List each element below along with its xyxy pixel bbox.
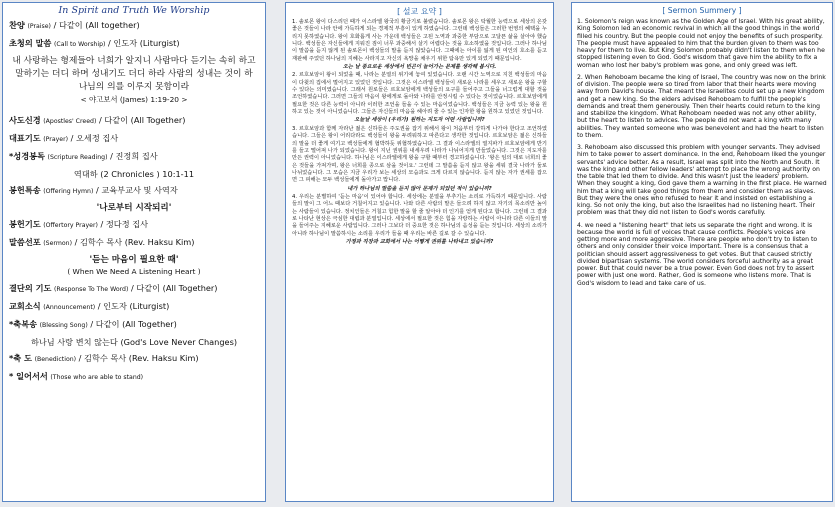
order-item-scripture: *성경봉독 (Scripture Reading) / 진정희 집사	[9, 151, 158, 161]
call-to-worship-text: 내 사랑하는 형제들아 너희가 알지니 사람마다 듣기는 속히 하고 말하기는 더디 하며 성내기도 더디 하라 사람의 성내는 것이 하나님의 의를 이루지 못함이라	[12, 56, 256, 92]
sermon-title-kr: '듣는 마음이 필요한 때'	[89, 255, 179, 265]
order-of-worship-panel	[2, 2, 266, 502]
worship-title: In Spirit and Truth We Worship	[58, 5, 210, 16]
order-item-response: 결단의 기도 (Response To The Word) / 다같이 (All Together)	[9, 283, 218, 293]
summary-en-paragraph: 3. Rehoboam also discussed this problem with younger servants. They advised him to take power to assert dominance. In the end, Rehoboam liked the younger servants' advice better. As a result, Israel was split into the North and South. It was the king and other fellow leaders' attempt to place the wrong authority on the table that led them to divide. And this wasn't just the leaders' problem. When they sought a king, God gave them a warning in the first place. He warned him that a king will take good things from them and consider them as slaves. But they were the ones who refused to hear it and insisted on establishing a king. So not only the king, but also the Israelites had no listening heart. Their problem was that they did not listen to God's words carefully.	[577, 144, 827, 217]
offering-song: '나로부터 시작되리'	[96, 203, 172, 213]
summary-en-body	[572, 18, 832, 287]
order-item-sermon: 말씀선포 (Sermon) / 김학수 목사 (Rev. Haksu Kim)	[9, 237, 195, 247]
stand-note: * 일어서서 (Those who are able to stand)	[9, 371, 144, 381]
summary-en-title: [ Sermon Summery ]	[662, 6, 742, 15]
order-item-announcement: 교회소식 (Announcement) / 인도자 (Liturgist)	[9, 301, 170, 311]
summary-kr-paragraph: 3. 르호보암과 함께 자라난 젊은 신하들은 주도권을 잡기 위해서 왕이 처음부터 강하게 나가야 한다고 조언하였습니다. 그들은 왕이 어리다라도 백성들이 왕을 두려워하고 따른다고 생각한 것입니다. 르호보암은 젊은 신하들의 말을 더 좋게 여기고 백성들에게 협박하듯 위협하였습니다. 그 결과 이스라엘의 열지파가 르호보암에게 반기를 들고 떨어져 나가 되었습니다. 왕이 지닌 권위를 내세우려 나라가 나뉘어지게 만들었습니다. 그것은 지도자를 만든 권력이 아니었습니다. 하나님은 이스라엘에게 왕을 구할 때부터 경고하셨습니다. '왕은 임의 대로 너희의 좋은 것들을 가져가며, 왕은 너희를 종으로 삼을 것이요.' 그런데 그 말씀을 듣지 않고 왕을 세워 결국 나라가 둘로 나뉘었습니다. 그 모습은 지금 우리가 보는 세상의 모습과도 크게 다르지 않습니다. 듣지 않는 자가 권세를 잡으면 그 피해는 모두 백성들에게 돌아가고 맙니다.	[292, 125, 547, 184]
summary-kr-body	[286, 19, 553, 246]
summary-en-paragraph: 1. Solomon's reign was known as the Golden Age of Israel. With his great ability, King Solomon led an economic revival in which all the good things in the world filled his country. But the people could not enjoy the benefits of such prosperity. The people must have appealed to him that the burden given to them was too heavy for them to live. But King Solomon probably didn't listen to them when he stopped listening even to God. God's wisdom that gave him the ability to fix a woman who lost her baby's problem was gone, and only greed was left.	[577, 18, 825, 69]
order-item-creed: 사도신경 (Apostles' Creed) / 다같이 (All Together)	[9, 115, 186, 125]
sermon-title-en: ( When We Need A Listening Heart )	[67, 267, 201, 276]
summary-kr-paragraph: 2. 르호보암이 왕이 되었을 때, 나라는 분열의 위기에 놓여 있었습니다. 오랜 시간 노역으로 지친 백성들의 마음이 다윗의 집에서 멀어지고 있었던 것입니다. 그것은 이스라엘 백성들이 새로운 나라를 세우고 새로운 왕을 구할 수 있다는 의미였습니다. 그래서 원로들은 르호보암에게 백성들의 요구를 들어주고 그들을 너그럽게 대할 것을 조언하였습니다. 그러면 그들의 마음이 왕에게로 돌아와 나라를 안정시킬 수 있다는 것이었습니다. 르호보암에게 필요한 것은 다른 능력이 아니라 이러한 조언을 들을 수 있는 마음이었습니다. 백성들은 지금 능력 있는 왕을 원하고 있는 것이 아니었습니다. 그들은 자신들의 마음을 헤아려 줄 수 있는 인자한 왕을 원하고 있었던 것입니다.	[292, 72, 547, 116]
sermon-summary-kr-panel	[285, 2, 554, 502]
order-item-prayer: 대표기도 (Prayer) / 오세정 집사	[9, 133, 119, 143]
summary-kr-question: 가정과 직장과 교회에서 나는 어떻게 권위를 나타내고 있습니까?	[345, 238, 494, 245]
order-item-call: 초청의 말씀 (Call to Worship) / 인도자 (Liturgist)	[9, 38, 180, 48]
summary-en-paragraph: 2. When Rehoboam became the king of Israel, The country was now on the brink of division. The people were so tired from labor that their hearts were moving away from David's house. That meant the Israelites could set up a new kingdom and get a new king. So the elders advised Rehoboam to fulfill the people's demands and treat them generously. Then their hearts could return to the king and stabilize the kingdom. What Rehoboam needed was not any other ability, but the heart to listen to advices. The people did not want a king with many abilities. They wanted someone who was benevolent and had the heart to listen to them.	[577, 73, 826, 139]
order-item-benediction: *축 도 (Benediction) / 김학수 목사 (Rev. Haksu Kim)	[9, 353, 199, 363]
order-item-blessing-song: *축복송 (Blessing Song) / 다같이 (All Together)	[9, 319, 177, 329]
summary-kr-question: 내가 하나님의 말씀을 듣지 않아 문제가 되었던 적이 있습니까?	[347, 185, 492, 192]
order-item-offertory-prayer: 봉헌기도 (Offertory Prayer) / 정다정 집사	[9, 219, 149, 229]
summary-kr-question: 오는 날 풍요로운 세상에서 빈곤이 늘어가는 문제를 생각해 봅시다.	[342, 64, 497, 71]
summary-kr-paragraph: 1. 솔로몬 왕이 다스리던 때가 이스라엘 왕국의 황금기로 불렸습니다. 솔로몬 왕은 탁월한 능력으로 세상의 온갖 좋은 것들이 나라 안에 가득하게 되는 경제적 부흥이 있게 하였습니다. 그런데 백성들은 그러한 번영의 혜택을 누리지 못하였습니다. 왕이 호화롭게 사는 가운데 백성들은 고된 노역과 과중한 부담으로 고달픈 삶을 살아야 했습니다. 백성들은 자신들에게 지워진 짐이 너무 과중해서 살기 어렵다는 것을 호소하였을 것입니다. 그러나 하나님이 말씀을 듣지 않게 된 솔로몬이 백성들의 말을 듣지 않았습니다. 그때에는 아이를 잃게 된 여인의 호소를 듣고 재판해 주었던 하나님의 지혜는 사라지고 자신의 욕망을 채우기 위한 탐욕만 있게 되었기 때문입니다.	[292, 19, 547, 62]
order-item-offering: 봉헌특송 (Offering Hymn) / 교육부교사 및 사역자	[9, 185, 178, 195]
blessing-song-title: 하나님 사랑 변치 않는다 (God's Love Never Changes)	[30, 337, 238, 347]
scripture-reference: 역대하 (2 Chronicles ) 10:1-11	[73, 169, 195, 179]
summary-kr-title: [ 설교 요약 ]	[397, 7, 442, 16]
order-item-praise: 찬양 (Praise) / 다같이 (All together)	[9, 20, 140, 30]
summary-kr-question: 오늘날 세상이 (우리가) 원하는 지도자 어떤 사람입니까?	[354, 117, 485, 124]
sermon-summary-en-panel	[571, 2, 833, 502]
summary-en-paragraph: 4. we need a "listening heart" that lets us separate the right and wrong. It is because the world is full of voices that cause conflicts. People's voices are getting more and more aggressive. There are people who don't try to listen to others and only consider their voice important. There is a consensus that a politician should assert aggressiveness to get votes. But that caused strictly divided bipartisan systems. The world considers forceful authority as a great power. But that could never be a true power. Even God does not try to assert power with just one word. Rather, God is someone who listens more. That is God's wisdom to lead and take care of us.	[577, 221, 818, 287]
summary-kr-paragraph: 4. 우리는 분별하여 '듣는 마음'이 있어야 합니다. 세상에는 분열을 부추기는 소리로 가득하기 때문입니다. 사람들의 말이 그 어느 때보다 거칠어지고 있습니다. 나와 다른 사람의 말은 들으려 하지 않고 자기의 목소리만 높이는 사람들이 있습니다. 정치인들은 거칠고 힘한 말을 할 줄 알아야 더 인기를 얻게 된다고 합니다. 그런데 그 결과로 나타난 현상은 극심한 대립과 분열입니다. 세상에서 필요한 것은 힘을 자랑하는 사람이 아니라 다른 이들의 말을 들어주는 지혜로운 사람입니다. 그러나 그보다 더 중요한 것은 하나님의 음성을 듣는 것입니다. 세상의 소리가 아니라 하나님이 말씀하시는 소리를 우리가 들을 때 우리는 바른 길로 갈 수 있습니다.	[292, 193, 547, 237]
call-to-worship-ref: < 야고보서 (James) 1:19-20 >	[80, 95, 188, 104]
